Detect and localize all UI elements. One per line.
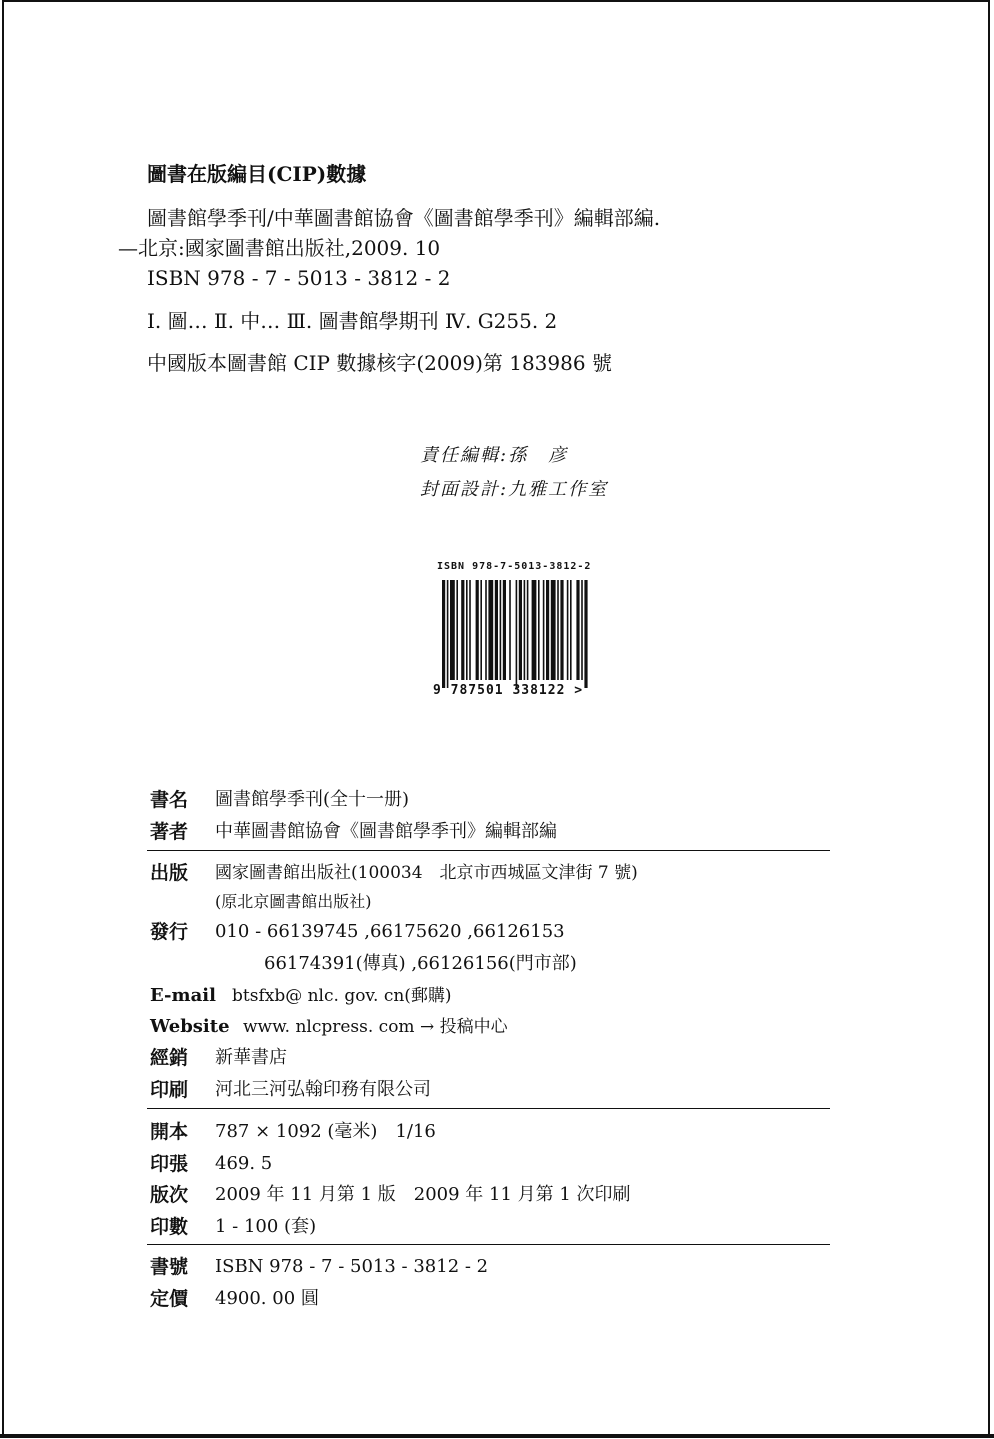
page-bottom-border: [0, 1434, 994, 1438]
isbn-label: 書號: [150, 1256, 189, 1278]
barcode-bar: [527, 580, 529, 680]
barcode-bar: [466, 580, 468, 680]
barcode-bar: [447, 580, 449, 688]
cip-isbn-line: ISBN 978 - 7 - 5013 - 3812 - 2: [147, 266, 451, 290]
cip-classification-line: Ⅰ. 圖… Ⅱ. 中… Ⅲ. 圖書館學期刊 Ⅳ. G255. 2: [147, 309, 558, 333]
distribution-phones: 010 - 66139745 ,66175620 ,66126153: [215, 921, 565, 942]
barcode-bar: [538, 580, 540, 680]
sheets-label: 印張: [150, 1153, 189, 1175]
barcode-bar: [461, 580, 464, 680]
print-count-label: 印數: [150, 1216, 189, 1238]
barcode-bar: [519, 580, 522, 680]
printer-value: 河北三河弘翰印務有限公司: [215, 1079, 431, 1100]
cover-designer: 封面設計:九雅工作室: [420, 479, 609, 500]
barcode-bar: [524, 580, 526, 680]
title-value: 圖書館學季刊(全十一册): [215, 789, 410, 810]
barcode-bar: [516, 580, 518, 688]
price-label: 定價: [150, 1288, 189, 1310]
barcode-bar: [476, 580, 479, 680]
barcode-bar: [543, 580, 545, 680]
isbn-barcode: [430, 560, 610, 700]
distribution-label: 發行: [150, 921, 189, 943]
barcode-bar: [456, 580, 458, 680]
seller-label: 經銷: [150, 1047, 189, 1069]
author-label: 著者: [150, 821, 189, 843]
barcode-bar: [576, 580, 579, 680]
seller-value: 新華書店: [215, 1047, 287, 1068]
divider: [147, 1244, 830, 1245]
barcode-bar: [500, 580, 502, 680]
responsible-editor: 責任編輯:孫 彦: [420, 445, 569, 466]
barcode-bar: [442, 580, 445, 688]
format-value: 787 × 1092 (毫米) 1/16: [215, 1121, 436, 1142]
barcode-bar: [532, 580, 537, 680]
cip-record-number-line: 中國版本圖書館 CIP 數據核字(2009)第 183986 號: [147, 351, 612, 375]
edition-label: 版次: [150, 1184, 189, 1206]
title-label: 書名: [150, 789, 189, 811]
email-value: btsfxb@ nlc. gov. cn(郵購): [232, 986, 452, 1006]
sheets-value: 469. 5: [215, 1153, 273, 1174]
print-count-value: 1 - 100 (套): [215, 1216, 317, 1237]
barcode-isbn-text: ISBN 978-7-5013-3812-2: [437, 561, 592, 572]
barcode-bar: [488, 580, 493, 680]
barcode-bar: [551, 580, 556, 680]
cip-heading: 圖書在版編目(CIP)數據: [147, 162, 367, 186]
edition-value: 2009 年 11 月第 1 版 2009 年 11 月第 1 次印刷: [215, 1184, 631, 1205]
barcode-bar: [469, 580, 471, 680]
email-label: E-mail: [150, 985, 216, 1006]
price-value: 4900. 00 圓: [215, 1288, 319, 1309]
publisher-label: 出版: [150, 862, 189, 884]
barcode-bar: [495, 580, 498, 680]
cip-publisher-line: —北京:國家圖書館出版社,2009. 10: [118, 236, 441, 260]
barcode-bar: [570, 580, 572, 680]
barcode-bar: [509, 580, 511, 680]
barcode-bar: [560, 580, 563, 680]
barcode-bar: [485, 580, 487, 680]
publisher-value: 國家圖書館出版社(100034 北京市西城區文津街 7 號): [215, 863, 638, 883]
divider: [147, 1108, 830, 1109]
website-label: Website: [150, 1016, 230, 1037]
barcode-bar: [546, 580, 549, 680]
divider: [147, 850, 830, 851]
barcode-bar: [557, 580, 559, 680]
barcode-digits: 9 787501 338122 >: [433, 683, 584, 698]
isbn-value: ISBN 978 - 7 - 5013 - 3812 - 2: [215, 1256, 489, 1277]
printer-label: 印刷: [150, 1079, 189, 1101]
barcode-bar: [480, 580, 482, 680]
website-value: www. nlcpress. com → 投稿中心: [243, 1017, 508, 1037]
barcode-bar: [567, 580, 569, 680]
cip-title-line: 圖書館學季刊/中華圖書館協會《圖書館學季刊》編輯部編.: [147, 206, 661, 230]
barcode-bar: [581, 580, 583, 680]
barcode-bar: [584, 580, 587, 688]
author-value: 中華圖書館協會《圖書館學季刊》編輯部編: [215, 821, 557, 842]
publisher-note: (原北京圖書館出版社): [215, 892, 372, 911]
barcode-bar: [503, 580, 506, 680]
distribution-phones-2: 66174391(傳真) ,66126156(門市部): [264, 953, 577, 974]
barcode-bar: [450, 580, 455, 680]
format-label: 開本: [150, 1121, 189, 1143]
